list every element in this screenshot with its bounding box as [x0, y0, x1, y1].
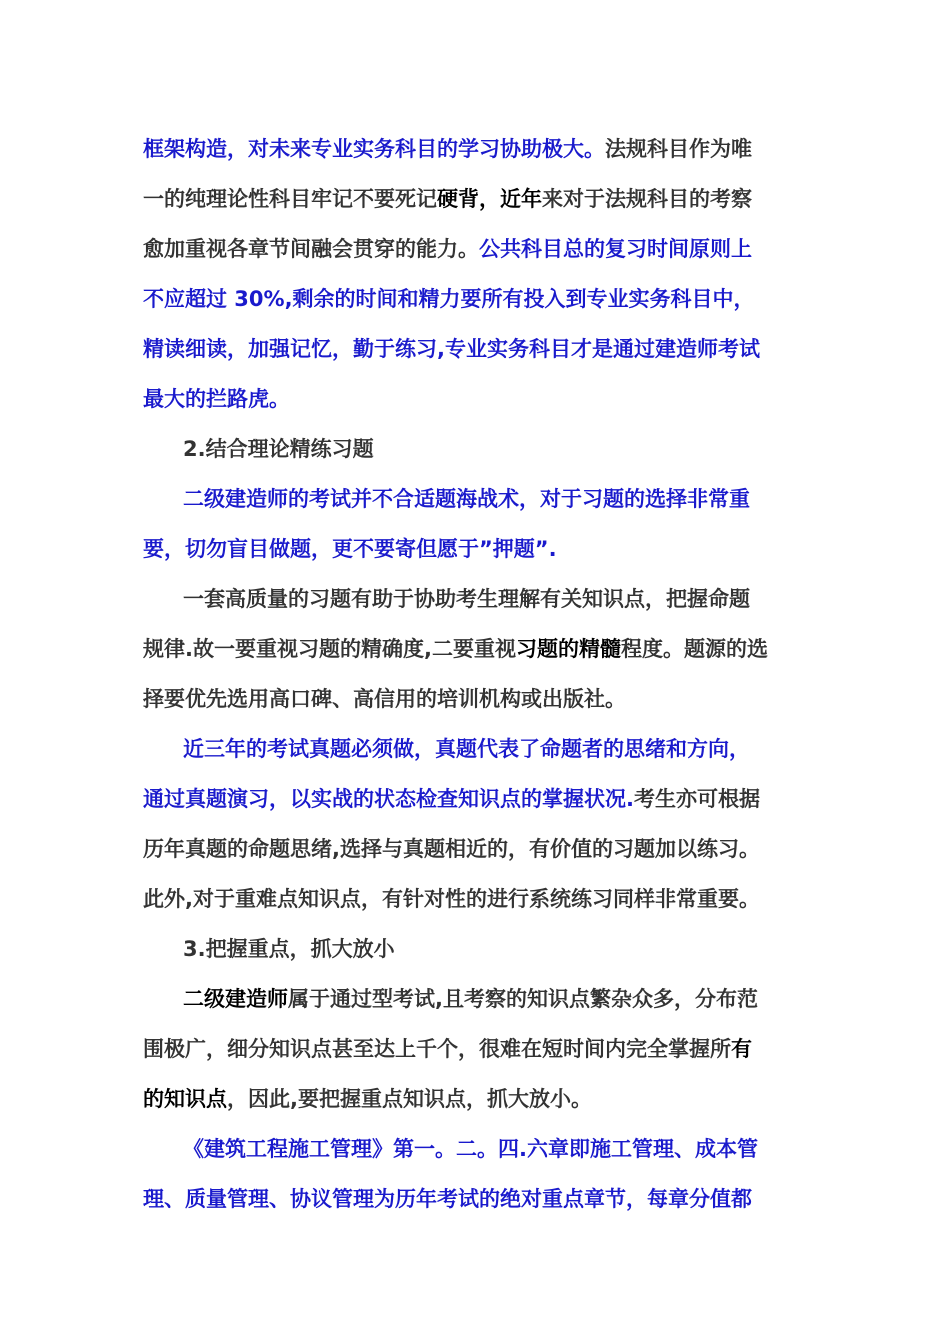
text-segment: 《建筑工程施工管理》第一。二。四.六章即施工管理、成本管 [183, 1137, 758, 1161]
text-segment: 规律.故一要重视习题的精确度,二要重视 [143, 637, 516, 661]
text-segment: 硬背，近年 [437, 187, 542, 211]
text-segment: 择要优先选用高口碑、高信用的培训机构或出版社。 [143, 687, 626, 711]
text-segment: 一套高质量的习题有助于协助考生理解有关知识点，把握命题 [183, 587, 750, 611]
document-body [143, 124, 811, 1224]
text-segment: 来对于法规科目的考察 [542, 187, 752, 211]
text-line [143, 1174, 811, 1224]
text-line [143, 474, 811, 524]
text-line [143, 374, 811, 424]
text-segment: 有 [731, 1037, 752, 1061]
text-segment: ，因此,要把握重点知识点，抓大放小。 [227, 1087, 592, 1111]
text-segment: 2.结合理论精练习题 [183, 437, 374, 461]
text-line [143, 874, 811, 924]
text-line [143, 1074, 811, 1124]
text-line [143, 524, 811, 574]
text-segment: 最大的拦路虎。 [143, 387, 290, 411]
text-segment: 二级建造师的考试并不合适题海战术，对于习题的选择非常重 [183, 487, 750, 511]
text-segment: 历年真题的命题思绪,选择与真题相近的，有价值的习题加以练习。 [143, 837, 760, 861]
text-line [143, 774, 811, 824]
text-segment: 理、质量管理、协议管理为历年考试的绝对重点章节，每章分值都 [143, 1187, 752, 1211]
text-segment: 习题的精髓 [515, 637, 621, 661]
text-segment: 此外,对于重难点知识点，有针对性的进行系统练习同样非常重要。 [143, 887, 760, 911]
text-line [143, 974, 811, 1024]
text-line [143, 324, 811, 374]
text-segment: 通过真题演习，以实战的状态检查知识点的掌握状况. [143, 787, 634, 811]
text-segment: 围极广，细分知识点甚至达上千个，很难在短时间内完全掌握所 [143, 1037, 731, 1061]
text-segment: 属于通过型考试,且考察的知识点繁杂众多，分布范 [288, 987, 758, 1011]
text-segment: 的知识点 [143, 1087, 227, 1111]
text-segment: 公共科目总的复习时间原则上 [479, 237, 752, 261]
text-segment: 3.把握重点，抓大放小 [183, 937, 395, 961]
text-segment: 程度。题源的选 [620, 637, 768, 661]
text-line [143, 924, 811, 974]
text-line [143, 1024, 811, 1074]
text-line [143, 424, 811, 474]
text-line [143, 124, 811, 174]
text-segment: 二级建造师 [183, 987, 288, 1011]
text-line [143, 574, 811, 624]
text-line [143, 274, 811, 324]
text-line [143, 224, 811, 274]
text-line [143, 1124, 811, 1174]
text-segment: 近三年的考试真题必须做，真题代表了命题者的思绪和方向， [183, 737, 750, 761]
text-line [143, 674, 811, 724]
text-line [143, 624, 811, 674]
text-line [143, 724, 811, 774]
text-line [143, 824, 811, 874]
text-line [143, 174, 811, 224]
text-segment: 框架构造，对未来专业实务科目的学习协助极大。 [143, 137, 605, 161]
text-segment: 一的纯理论性科目牢记不要死记 [143, 187, 437, 211]
text-segment: 考生亦可根据 [633, 787, 760, 811]
text-segment: 要，切勿盲目做题，更不要寄但愿于”押题”. [143, 537, 557, 561]
text-segment: 愈加重视各章节间融会贯穿的能力。 [143, 237, 479, 261]
text-segment: 精读细读，加强记忆，勤于练习,专业实务科目才是通过建造师考试 [143, 337, 760, 361]
text-segment: 不应超过 30%,剩余的时间和精力要所有投入到专业实务科目中， [143, 287, 755, 311]
text-segment: 法规科目作为唯 [605, 137, 752, 161]
